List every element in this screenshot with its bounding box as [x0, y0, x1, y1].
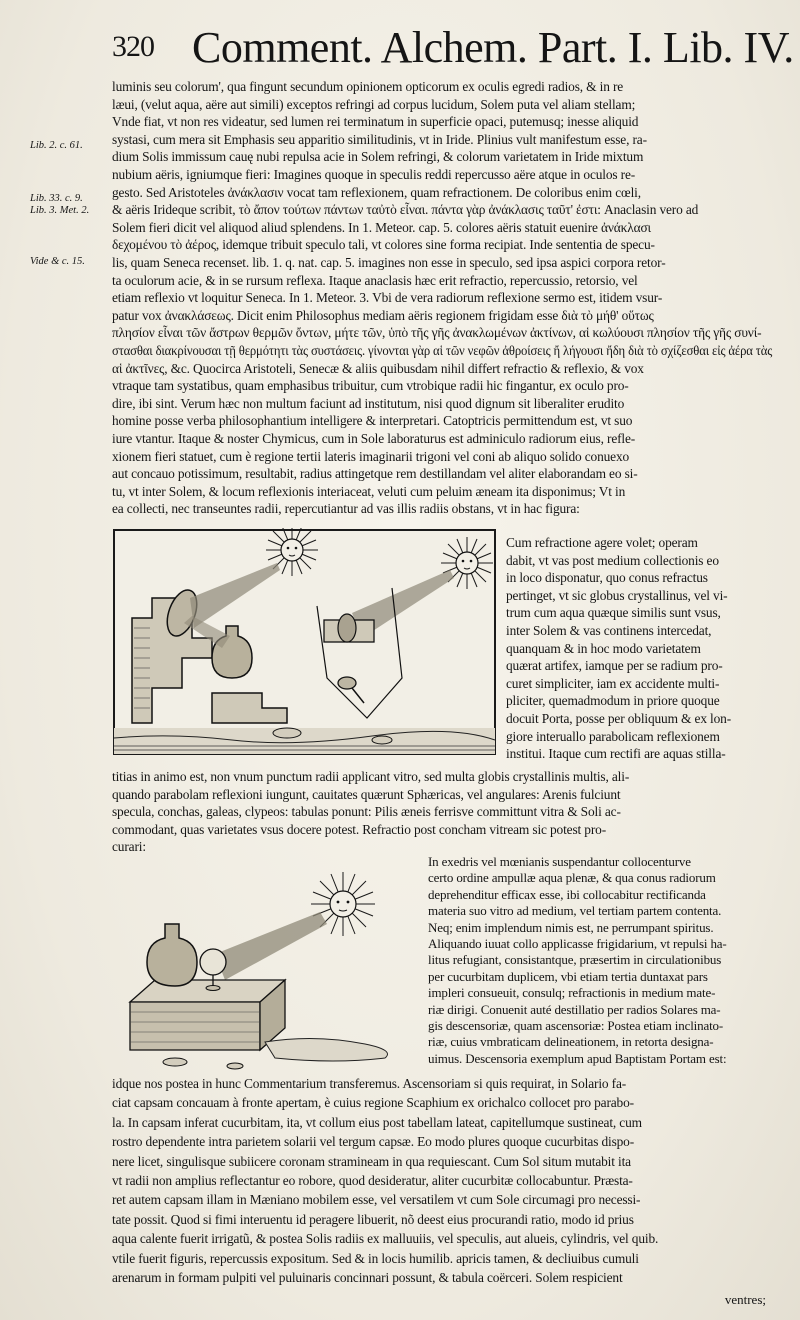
- text-line: litus refugiant, consistantque, præsertim in circulationibus: [428, 952, 722, 968]
- text-line: riæ, cuius vmbraticam delineationem, in retorta designa-: [428, 1034, 714, 1050]
- text-line: xionem fieri statuet, cum è regione tertii lateris imaginarii trigoni vel coni ab aliquo solido conuexo: [112, 448, 630, 464]
- text-line: πλησίον εἶναι τῶν ἄστρων θερμῶν ὄντων, μήτε τῶν, ὑπὸ τῆς γῆς ἀνακλωμένων ἀκτίνων, αἱ κωλύουσι πλησίον τῆς γῆς συνί-: [112, 325, 762, 341]
- running-title: Comment. Alchem. Part. I. Lib. IV.: [192, 23, 794, 72]
- text-line: arenarum in formam pulpiti vel puluinaris concinnari possunt, & tabula coërceri. Solem respicient: [112, 1270, 623, 1285]
- margin-note: Vide & c. 15.: [30, 256, 85, 267]
- text-line: tate possit. Quod si fimi interuentu id peragere libuerit, nõ deest eius procurandi ratio, modo id prius: [112, 1211, 634, 1227]
- text-line: ret autem capsam illam in Mæniano mobilem esse, vel versatilem vt cum Sole circumagi pro necessi-: [112, 1192, 641, 1208]
- text-line: aut concauo potissimum, resultabit, radius attingetque rem destillandam vel aliter elaborandam eo si-: [112, 466, 638, 482]
- text-line: δεχομένου τὸ ἀέρος, idemque tribuit speculo tali, vt colores sine forma recipiat. Inde sententia de specu-: [112, 237, 655, 253]
- text-line: in loco disponatur, quo conus refractus: [506, 570, 708, 586]
- text-line: luminis seu colorum', qua fingunt secundum opinionem opticorum ex oculis egredi radios, & in re: [112, 79, 624, 94]
- text-line: gesto. Sed Aristoteles ἀνάκλασιν vocat tam reflexionem, quam refractionem. De coloribus enim cœli,: [112, 184, 641, 200]
- text-line: Solem fieri dicit vel aliquod aliud splendens. In 1. Meteor. cap. 5. colores aëris statuit euenire ἀνάκλασι: [112, 219, 651, 235]
- text-line: curet simpliciter, iam ex accidente multi-: [506, 675, 720, 691]
- text-line: specula, conchas, galeas, clypeos: tabulas ponunt: Pilis æneis ferrisve committunt vitra & Soli ac-: [112, 804, 621, 820]
- text-line: inter Solem & vas continens intercedat,: [506, 623, 712, 638]
- text-line: iure vtantur. Itaque & noster Chymicus, cum in Sole laboraturus est adminiculo radiorum eius, refle-: [112, 431, 636, 446]
- text-line: nubium aëris, igniumque fieri: Imagines quoque in speculis reddi repercusso aëre atque in oculos re-: [112, 167, 636, 182]
- text-line: curari:: [112, 839, 146, 855]
- text-line: vtile fuerit figuris, repercussis expositum. Sed & in locis humilib. apricis tamen, & decliuibus cumuli: [112, 1250, 639, 1266]
- text-line: ciat capsam concauam à fronte apertam, è cuius regione Scaphium ex orichalco collocet pro parabo-: [112, 1095, 634, 1111]
- text-line: institui. Itaque cum rectifi are aquas stilla-: [506, 746, 726, 762]
- text-line: per cucurbitam duplicem, vbi etiam tertia duntaxat pars: [428, 968, 708, 984]
- text-line: quando parabolam reflexioni iungunt, cauitates quærunt Sphæricas, vel angulares: Arenis fulciunt: [112, 786, 621, 802]
- text-line: vtraque tam systatibus, quam emphasibus tribuitur, cum vtrobique radii hic fingantur, ex oculo pro-: [112, 378, 629, 394]
- text-line: quanquam & in hoc modo varietatem: [506, 640, 701, 656]
- text-line: aqua calente fuerit irrigatũ, & postea Solis radiis ex malluuiis, vel speculis, aut alueis, cylindris, vel quib.: [112, 1231, 659, 1247]
- text-line: trum cum aqua quæque similis sunt vsus,: [506, 605, 721, 621]
- text-line: la. In capsam inferat cucurbitam, ita, vt collum eius post tabellam lateat, capitellumque sustineat, cum: [112, 1114, 642, 1130]
- page-number: 320: [112, 30, 154, 63]
- text-line: giore interuallo parabolicam reflexionem: [506, 728, 720, 744]
- text-line: Aliquando iuuat collo applicasse frigidarium, vt repulsi ha-: [428, 936, 727, 951]
- text-line: etiam reflexio vt loquitur Seneca. In 1. Meteor. 3. Vbi de vera radiorum reflexione sermo est, itidem vsur-: [112, 290, 663, 306]
- margin-note: Lib. 2. c. 61.: [30, 140, 83, 151]
- text-line: Neq; enim implendum nimis est, ne perrumpant spiritus.: [428, 919, 714, 935]
- margin-note: Lib. 33. c. 9.: [30, 193, 83, 204]
- woodcut-figure-reflection: [112, 528, 497, 756]
- text-line: αἱ ἀκτῖνες, &c. Quocirca Aristoteli, Senecæ & aliis quibusdam nihil differt refractio & reflexio, & vox: [112, 360, 644, 376]
- text-line: gis descensoriæ, quam ascensoriæ: Postea etiam inclinato-: [428, 1018, 724, 1033]
- text-line: dire, ibi sint. Verum hæc non multum faciunt ad institutum, nisi quod dignum sit liberaliter erudito: [112, 395, 625, 411]
- margin-note: Lib. 3. Met. 2.: [30, 205, 90, 216]
- text-line: riæ dirigi. Conuenit auté destillatio per radios Solares ma-: [428, 1001, 721, 1017]
- woodcut-figure-refraction: [115, 862, 405, 1072]
- text-line: homine posse verba philosophantium intelligere & interpretari. Catoptricis permittendum est, vt suo: [112, 413, 633, 429]
- text-line: pliciter, quemadmodum in priore quoque: [506, 693, 720, 709]
- text-line: titias in animo est, non vnum punctum radii applicant vitro, sed multa globis crystallinis multis, ali-: [112, 769, 630, 784]
- text-line: dium Solis immissum cauę nubi repulsa acie in Solem refringi, & colorum varietatem in Iride mixtum: [112, 149, 644, 165]
- text-line: Vnde fiat, vt non res videatur, sed lumen rei terminatum in superficie opaci, putemusq; inesse aliquid: [112, 114, 639, 130]
- text-line: docuit Porta, posse per obliquum & ex lon-: [506, 711, 732, 726]
- text-line: certo ordine ampullæ aqua plenæ, & qua conus radiorum: [428, 870, 716, 886]
- catchword: ventres;: [724, 1292, 766, 1307]
- text-line: lis, quam Seneca recenset. lib. 1. q. nat. cap. 5. imagines non esse in speculo, sed ipsa aspici corpora retor-: [112, 255, 666, 270]
- text-line: στασθαι διακρίνουσαι τῇ θερμότητι τὰς συστάσεις. γίνονται γὰρ αἱ τῶν νεφῶν ἀθροίσεις ἤ λήγουσι ἤδη διὰ τὸ σχίζεσθαι εἰς ἀέρα τὰς: [112, 343, 773, 358]
- text-line: vt radii non amplius reflectantur eo robore, quod desideratur, aliter cucurbitæ collocabuntur. Præsta-: [112, 1173, 633, 1188]
- text-line: quærat artifex, iamque per se radium pro-: [506, 658, 723, 674]
- text-line: læui, (velut aqua, aëre aut simili) exceptos refringi ad corpus lucidum, Solem puta vel aliam stellam;: [112, 96, 636, 112]
- text-line: materia suo vitro ad medium, vel tertiam partem contenta.: [428, 903, 722, 919]
- text-line: ea collecti, nec transeuntes radii, repercutiantur ad vas illis radiis obstans, vt in hac figura:: [112, 501, 580, 517]
- text-line: uimus. Descensoria exemplum apud Baptistam Portam est:: [428, 1050, 727, 1066]
- text-line: ta oculorum acie, & in se rursum reflexa. Itaque anaclasis hæc erit refractio, repercussio, retorsio, vel: [112, 272, 638, 288]
- text-line: deprehenditur efficax esse, ibi collocabitur rectificanda: [428, 886, 706, 902]
- text-line: tu, vt inter Solem, & locum reflexionis interiaceat, veluti cum peluim æneam ita disponimus; Vt in: [112, 483, 626, 499]
- text-line: nere licet, singulisque subiicere coronam stramineam in qua requiescant. Cum Sol situm mutabit ita: [112, 1153, 631, 1169]
- text-line: systasi, cum mera sit Emphasis seu apparitio similitudinis, vt in Iride. Plinius vult manifestum esse, ra-: [112, 131, 647, 147]
- page-header: [112, 22, 794, 72]
- text-line: dabit, vt vas post medium collectionis eo: [506, 552, 719, 568]
- text-line: commodant, quas varietates vsus docere potest. Refractio post concham vitream sic potest pro-: [112, 821, 606, 837]
- text-line: rostro dependente intra parietem solarii vel tergum capsæ. Eo modo plures quoque cucurbitas dispo-: [112, 1134, 635, 1150]
- text-line: patur vox ἀνακλάσεως. Dicit enim Philosophus mediam aëris regionem frigidam esse διὰ τὸ μήθ' οὕτως: [112, 307, 654, 323]
- text-line: Cum refractione agere volet; operam: [506, 535, 698, 550]
- text-line: impleri consueuit, consulq; refractionis in medium mate-: [428, 985, 716, 1001]
- text-line: In exedris vel mœnianis suspendantur collocenturve: [428, 854, 691, 869]
- text-line: pertinget, vt sic globus crystallinus, vel vi-: [506, 587, 728, 603]
- text-line: & aëris Irideque scribit, τὸ ἄπον τούτων πάντων ταὐτὸ εἶναι. πάντα γὰρ ἀνάκλασις ταῦτ' ἐστι: Anaclasin vero ad: [112, 202, 699, 218]
- text-line: idque nos postea in hunc Commentarium transferemus. Ascensoriam si quis requirat, in Solario fa-: [112, 1076, 627, 1091]
